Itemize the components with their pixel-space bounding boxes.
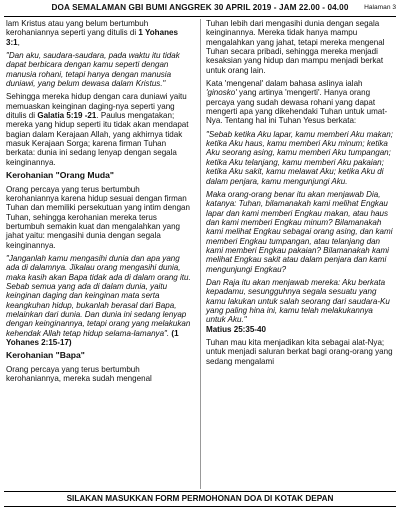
scripture-reference: (1 Yohanes 2:15-17) — [6, 328, 179, 347]
scripture-reference-text: Matius 25:35-40 — [206, 324, 266, 334]
paragraph: Tuhan lebih dari mengasihi dunia dengan segala keinginannya. Mereka tidak hanya mampu mengalahkan yang jahat, tetapi mereka mengenal Tuhan secara pribadi, sehingga mereka menjadi kesaksian yang hidup dan mampu menjadi berkat untuk orang lain. — [206, 19, 385, 75]
text: lam Kristus atau yang belum bertumbuh kerohaniannya seperti yang ditulis di — [6, 19, 149, 38]
page-number: Halaman 3 — [364, 4, 396, 11]
text: "Janganlah kamu mengasihi dunia dan apa yang ada di dalamnya. Jikalau orang mengasihi dunia, maka kasih akan Bapa tidak ada di dalam orang itu. Sebab semua yang ada di dalam dunia, yaitu keinginan daging dan keinginan mata serta keangkuhan hidup, bukanlah berasal dari Bapa, melainkan dari dunia. Dan dunia ini sedang lenyap dengan keinginannya, tetapi orang yang melakukan kehendak Allah tetap hidup selama-lamanya". — [6, 253, 191, 338]
text: Sehingga mereka hidup dengan cara duniawi yaitu memuaskan keinginan daging-nya seperti yang ditulis di — [6, 92, 187, 121]
scripture-reference — [206, 325, 394, 334]
paragraph: Orang percaya yang terus bertumbuh kerohaniannya karena hidup sesuai dengan firman Tuhan dan memiliki persekutuan yang intim dengan Tuhan, sehingga kerohanian mereka terus bertumbuh semakin kuat dan mengalahkan yang jahat yaitu: mengasihi dunia dengan segala keinginannya. — [6, 184, 190, 250]
paragraph — [6, 92, 192, 167]
text: Kata 'mengenal' dalam bahasa aslinya ialah — [206, 79, 363, 89]
greek-word: 'ginosko' — [206, 88, 237, 98]
paragraph: Tuhan mau kita menjadikan kita sebagai alat-Nya; untuk menjadi saluran berkat bagi orang-orang yang sedang mengalami — [206, 338, 393, 366]
scripture-quote — [6, 254, 192, 347]
scripture-quote: "Sebab ketika Aku lapar, kamu memberi Aku makan; ketika Aku haus, kamu memberi Aku minum; ketika Aku seorang asing, kamu memberi Aku tumpangan; ketika Aku telanjang, kamu memberi Aku pakaian; ketika Aku sakit, kamu melawat Aku; ketika Aku di dalam penjara, kamu mengunjungi Aku. — [206, 129, 393, 186]
page-footer — [4, 491, 396, 507]
header-title: DOA SEMALAMAN GBI BUMI ANGGREK 30 APRIL 2019 - JAM 22.00 - 04.00 — [51, 3, 349, 12]
column-divider — [200, 19, 201, 489]
right-column — [206, 19, 394, 370]
section-heading: Kerohanian "Bapa" — [6, 350, 85, 361]
section-heading: Kerohanian "Orang Muda" — [6, 170, 114, 181]
paragraph: Orang percaya yang terus bertumbuh kerohaniannya, mereka sudah mengenal — [6, 364, 152, 384]
text: , — [17, 37, 20, 47]
scripture-quote: "Dan aku, saudara-saudara, pada waktu itu tidak dapat berbicara dengan kamu seperti dengan manusia rohani, tetapi hanya dengan manusia duniawi, yang belum dewasa dalam Kristus." — [6, 51, 180, 89]
text: . Paulus mengatakan; mereka yang hidup seperti itu tidak akan mendapat bagian dalam Kerajaan Allah, yang akhirnya tidak masuk Kerajaan Sorga; karena firman Tuhan berkata: dunia ini sedang lenyap dengan segala keinginannya. — [6, 111, 189, 167]
scripture-quote: Dan Raja itu akan menjawab mereka: Aku berkata kepadamu, sesungguhnya segala sesuatu yang kamu lakukan untuk salah seorang dari saudara-Ku yang paling hina ini, kamu telah melakukannya untuk Aku." — [206, 277, 390, 325]
text: yang artinya 'mengerti'. Hanya orang percaya yang sudah dewasa rohani yang dapat mengerti apa yang dikehendaki Tuhan untuk umat-Nya. Tentang hal ini Tuhan Yesus berkata: — [206, 88, 388, 126]
footer-notice: SILAKAN MASUKKAN FORM PERMOHONAN DOA DI KOTAK DEPAN — [66, 494, 334, 503]
paragraph — [206, 79, 394, 126]
scripture-reference: Galatia 5:19 -21 — [37, 111, 97, 121]
page-header — [4, 3, 396, 17]
paragraph — [6, 19, 192, 47]
scripture-quote: Maka orang-orang benar itu akan menjawab Dia, katanya: Tuhan, bilamanakah kami melihat Engkau lapar dan kami memberi Engkau makan, atau haus dan kami memberi Engkau minum? Bilamanakah kami melihat Engkau sebagai orang asing, dan kami memberi Engkau tumpangan, atau telanjang dan kami memberi Engkau pakaian? Bilamanakah kami melihat Engkau sakit atau dalam penjara dan kami mengunjungi Engkau? — [206, 189, 393, 274]
scripture-reference: 1 Yohanes 3:1 — [6, 28, 178, 47]
left-column — [6, 19, 192, 387]
